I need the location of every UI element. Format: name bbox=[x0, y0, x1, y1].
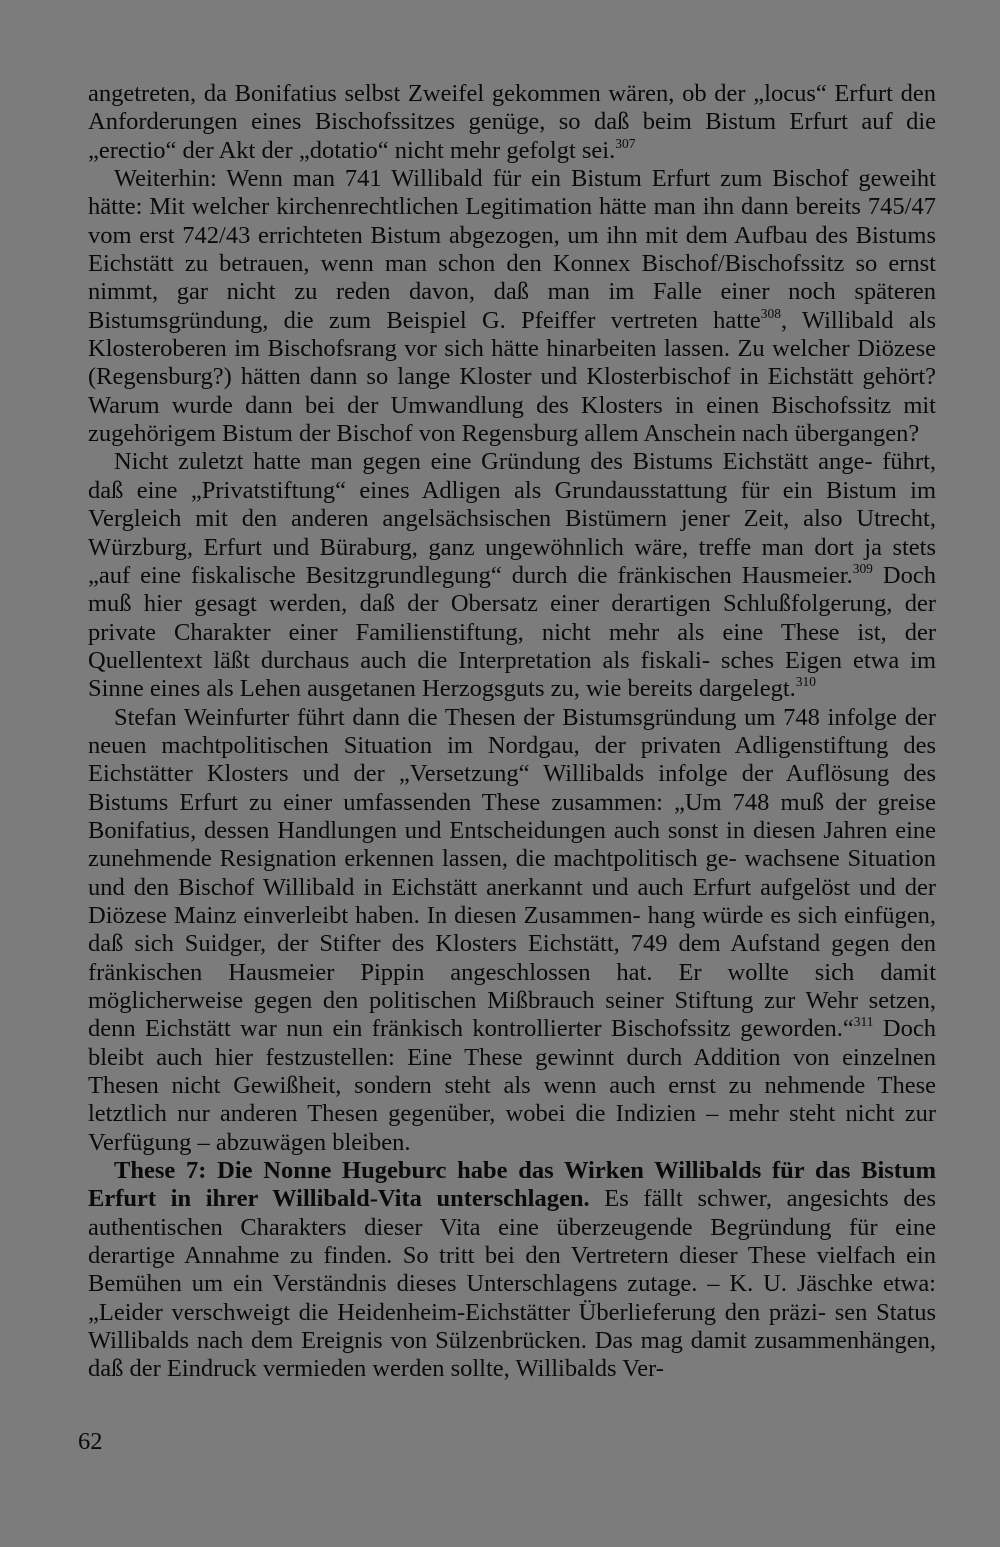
paragraph-text: Doch bleibt auch hier festzustellen: Eine These gewinnt durch Addition von einzelnen Thesen nicht Gewißheit, sondern steht als wenn auch ernst zu nehmende These letztlich nur anderen Thesen gegenüber, wobei die Indizien – mehr steht nicht zur Verfügung – abzuwägen bleiben. bbox=[88, 1015, 936, 1156]
paragraph-text: Weiterhin: Wenn man 741 Willibald für ein Bistum Erfurt zum Bischof geweiht hätte: Mit welcher kirchenrechtlichen Legitimation hätte man ihn dann bereits 745/47 vom erst 742/43 errichteten Bistum abgezogen, um ihn mit dem Aufbau des Bistums Eichstätt zu betrauen, wenn man schon den Konnex Bischof/Bischofssitz so ernst nimmt, gar nicht zu reden davon, daß man im Falle einer noch späteren Bistumsgründung, die zum Beispiel G. Pfeiffer vertreten hatte bbox=[88, 165, 936, 334]
paragraph-text: Stefan Weinfurter führt dann die Thesen der Bistumsgründung um 748 infolge der neuen machtpolitischen Situation im Nordgau, der privaten Adligenstiftung des Eichstätter Klosters und der „Versetzung“ Willibalds infolge der Auflösung des Bistums Erfurt zu einer umfassenden These zusammen: „Um 748 muß der greise Bonifatius, dessen Handlungen und Entscheidungen auch sonst in diesen Jahren eine zunehmende Resignation erkennen lassen, die machtpolitisch ge- wachsene Situation und den Bischof Willibald in Eichstätt anerkannt und auch Erfurt aufgelöst und der Diözese Mainz einverleibt haben. In diesen Zusammen- hang würde es sich einfügen, daß sich Suidger, der Stifter des Klosters Eichstätt, 749 dem Aufstand gegen den fränkischen Hausmeier Pippin angeschlossen hat. Er wollte sich damit möglicherweise gegen den politischen Mißbrauch seiner Stiftung zur Wehr setzen, denn Eichstätt war nun ein fränkisch kontrollierter Bischofssitz geworden.“ bbox=[88, 703, 936, 1043]
footnote-ref: 310 bbox=[795, 674, 816, 690]
thesis-heading: These 7: Die Nonne Hugeburc habe das Wirken Willibalds für das Bistum Erfurt in ihrer Willibald-Vita unterschlagen. bbox=[88, 1157, 936, 1213]
page-number: 62 bbox=[78, 1428, 103, 1455]
paragraph-5 bbox=[88, 1157, 936, 1384]
body-text bbox=[88, 80, 936, 1384]
paragraph-text: Nicht zuletzt hatte man gegen eine Gründung des Bistums Eichstätt ange- führt, daß eine „Privatstiftung“ eines Adligen als Grundausstattung für ein Bistum im Vergleich mit den anderen angelsächsischen Bistümern jener Zeit, also Utrecht, Würzburg, Erfurt und Büraburg, ganz ungewöhnlich wäre, treffe man dort ja stets „auf eine fiskalische Besitzgrundlegung“ durch die fränkischen Hausmeier. bbox=[88, 448, 936, 589]
paragraph-4 bbox=[88, 704, 936, 1158]
footnote-ref: 309 bbox=[852, 560, 873, 576]
paragraph-text: angetreten, da Bonifatius selbst Zweifel gekommen wären, ob der „locus“ Erfurt den Anforderungen eines Bischofssitzes genüge, so daß beim Bistum Erfurt auf die „erectio“ der Akt der „dotatio“ nicht mehr gefolgt sei. bbox=[88, 80, 936, 164]
footnote-ref: 308 bbox=[760, 305, 781, 321]
paragraph-2 bbox=[88, 165, 936, 448]
paragraph-text: Es fällt schwer, angesichts des authentischen Charakters dieser Vita eine überzeugende Begründung für eine derartige Annahme zu finden. So tritt bei den Vertretern dieser These vielfach ein Bemühen um ein Verständnis dieses Unterschlagens zutage. – K. U. Jäschke etwa: „Leider verschweigt die Heidenheim-Eichstätter Überlieferung den präzi- sen Status Willibalds nach dem Ereignis von Sülzenbrücken. Das mag damit zusammenhängen, daß der Eindruck vermieden werden sollte, Willibalds Ver- bbox=[88, 1185, 936, 1383]
paragraph-text: Doch muß hier gesagt werden, daß der Obersatz einer derartigen Schlußfolgerung, der private Charakter einer Familienstiftung, nicht mehr als eine These ist, der Quellentext läßt durchaus auch die Interpretation als fiskali- sches Eigen etwa im Sinne eines als Lehen ausgetanen Herzogsguts zu, wie bereits dargelegt. bbox=[88, 561, 936, 703]
paragraph-1 bbox=[88, 80, 936, 165]
footnote-ref: 307 bbox=[615, 135, 636, 151]
footnote-ref: 311 bbox=[853, 1014, 874, 1030]
paragraph-text: , Willibald als Klosteroberen im Bischofsrang vor sich hätte hinarbeiten lassen. Zu welcher Diözese (Regensburg?) hätten dann so lange Kloster und Klosterbischof in Eichstätt gehört? Warum wurde dann bei der Umwandlung des Klosters in einen Bischofssitz mit zugehörigem Bistum der Bischof von Regensburg allem Anschein nach übergangen? bbox=[88, 306, 936, 448]
paragraph-3 bbox=[88, 448, 936, 703]
